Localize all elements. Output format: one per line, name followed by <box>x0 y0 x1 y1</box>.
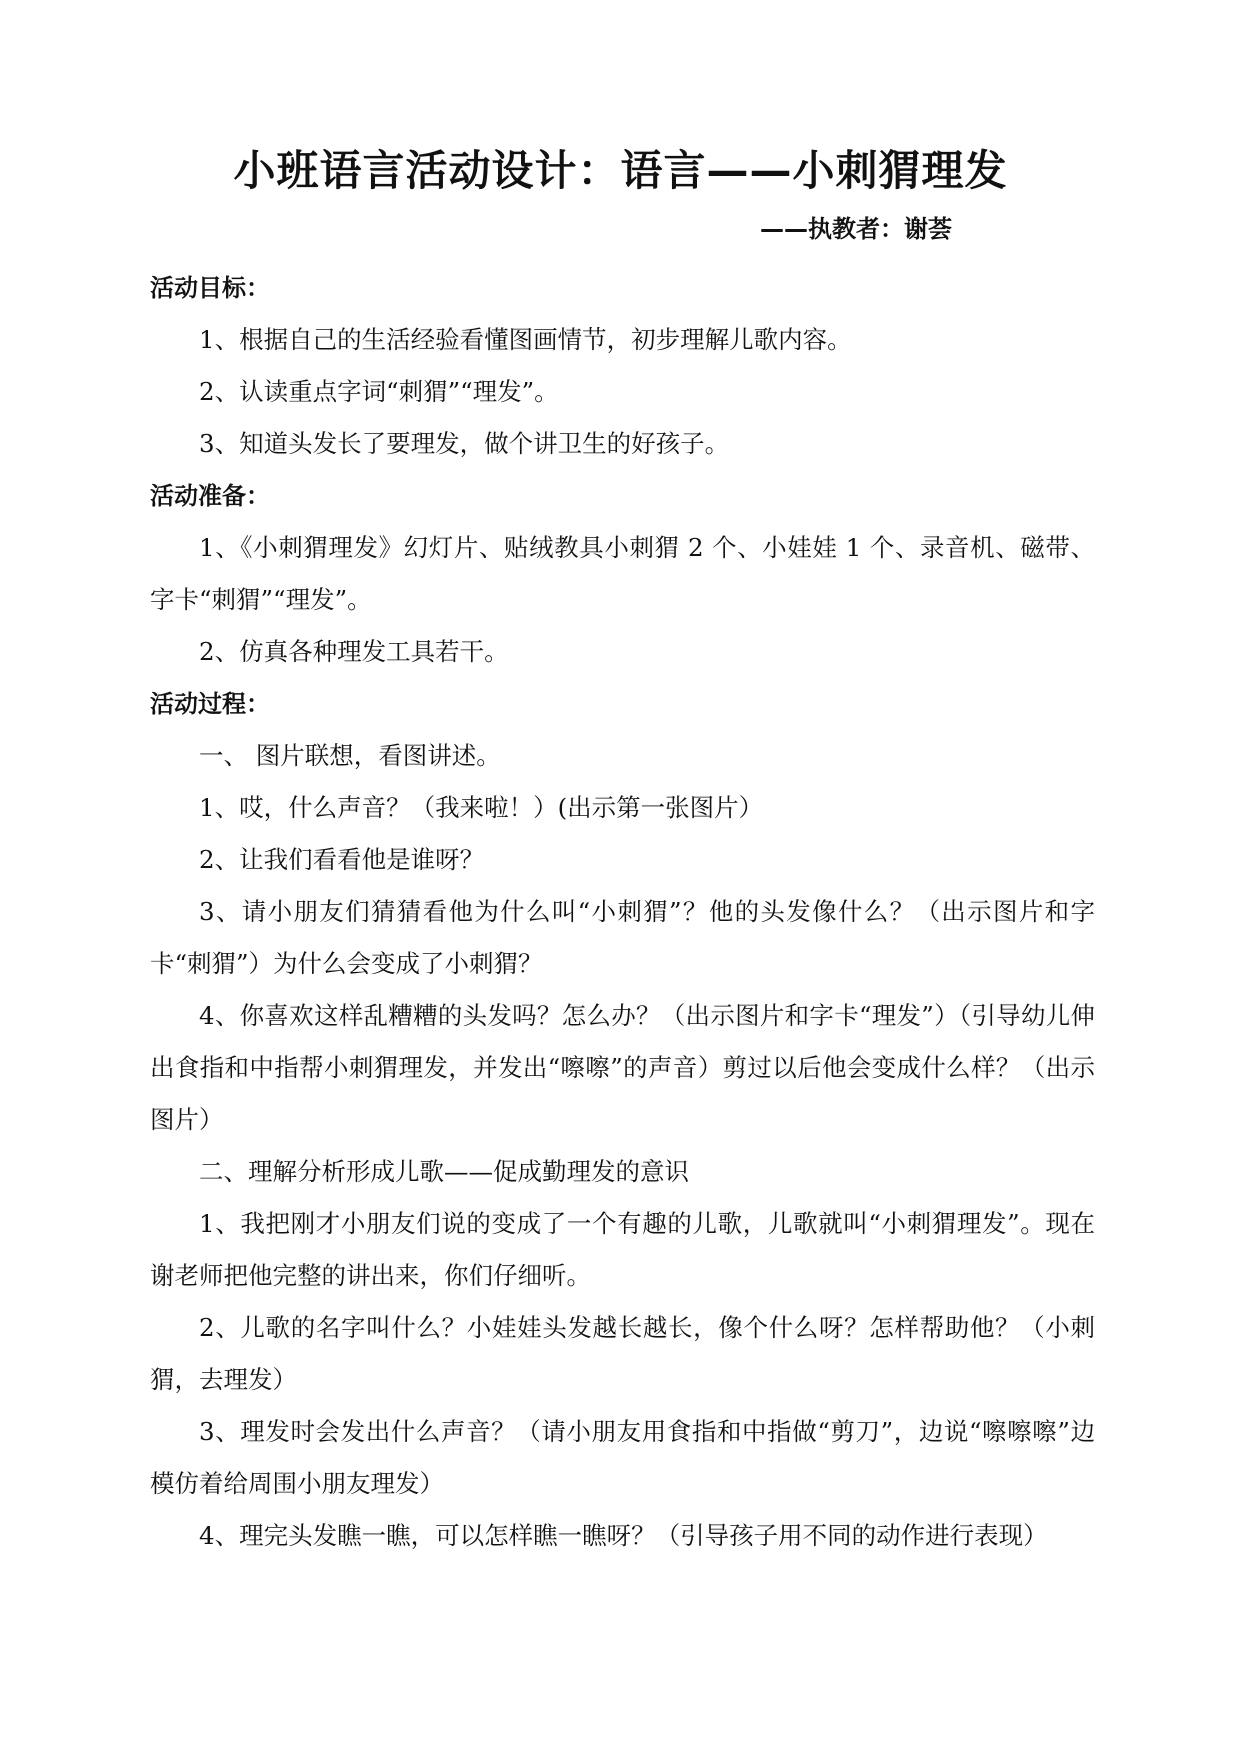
process-item: 二、理解分析形成儿歌——促成勤理发的意识 <box>199 1157 689 1186</box>
section-heading-goals: 活动目标： <box>150 274 270 302</box>
section-heading-preparation: 活动准备： <box>150 482 270 510</box>
goal-item: 1、根据自己的生活经验看懂图画情节，初步理解儿歌内容。 <box>199 325 852 354</box>
document-body <box>150 262 1095 1562</box>
process-item: 1、我把刚才小朋友们说的变成了一个有趣的儿歌，儿歌就叫“小刺猬理发”。现在谢老师把他完整的讲出来，你们仔细听。 <box>150 1209 1095 1290</box>
process-item: 4、你喜欢这样乱糟糟的头发吗？怎么办？（出示图片和字卡“理发”）（引导幼儿伸出食指和中指帮小刺猬理发，并发出“嚓嚓”的声音）剪过以后他会变成什么样？（出示图片） <box>150 1001 1095 1134</box>
document-title: 小班语言活动设计：语言——小刺猬理发 <box>233 146 1008 195</box>
goal-item: 3、知道头发长了要理发，做个讲卫生的好孩子。 <box>199 429 730 458</box>
process-item: 一、 图片联想，看图讲述。 <box>199 741 501 770</box>
process-item: 2、儿歌的名字叫什么？小娃娃头发越长越长，像个什么呀？怎样帮助他？（小刺猬，去理发） <box>150 1313 1095 1394</box>
process-item: 3、理发时会发出什么声音？（请小朋友用食指和中指做“剪刀”，边说“嚓嚓嚓”边模仿着给周围小朋友理发） <box>150 1417 1095 1498</box>
author-line: ——执教者：谢荟 <box>760 215 952 243</box>
process-item: 3、请小朋友们猜猜看他为什么叫“小刺猬”？他的头发像什么？（出示图片和字卡“刺猬”）为什么会变成了小刺猬？ <box>150 897 1095 978</box>
preparation-item: 2、仿真各种理发工具若干。 <box>199 637 509 666</box>
section-heading-process: 活动过程： <box>150 690 270 718</box>
preparation-item: 1、《小刺猬理发》幻灯片、贴绒教具小刺猬 2 个、小娃娃 1 个、录音机、磁带、字卡“刺猬”“理发”。 <box>150 533 1095 614</box>
process-item: 4、理完头发瞧一瞧，可以怎样瞧一瞧呀？（引导孩子用不同的动作进行表现） <box>199 1521 1048 1550</box>
process-item: 1、哎，什么声音？（我来啦！）(出示第一张图片） <box>199 793 764 822</box>
process-item: 2、让我们看看他是谁呀？ <box>199 845 485 874</box>
goal-item: 2、认读重点字词“刺猬”“理发”。 <box>199 377 559 406</box>
